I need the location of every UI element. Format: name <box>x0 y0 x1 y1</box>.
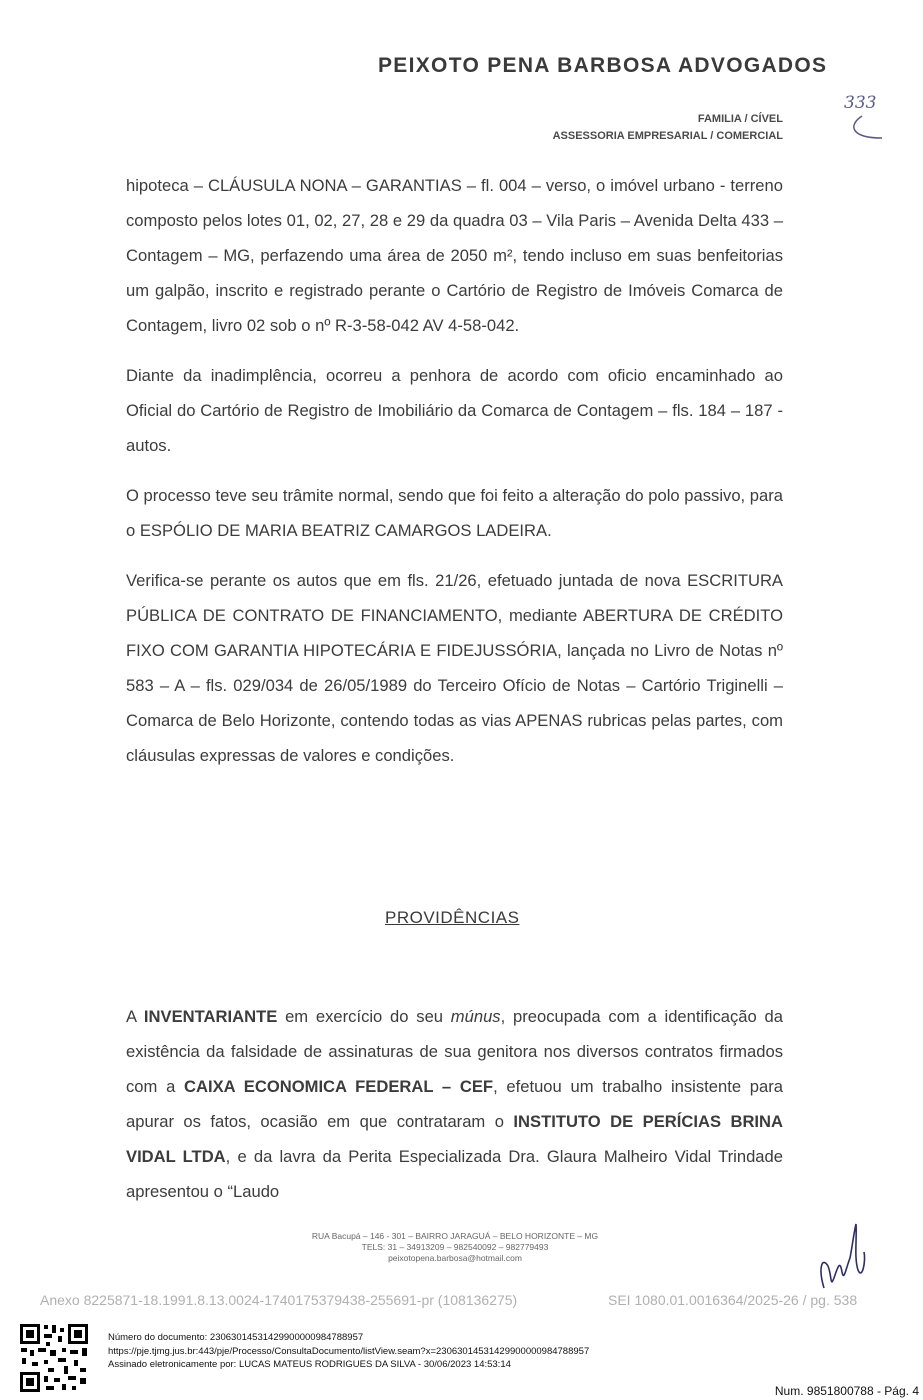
practice-area-family: FAMILIA / CÍVEL <box>697 113 783 125</box>
footer-address: RUA Bacupá – 146 - 301 – BAIRRO JARAGUÁ – BELO HORIZONTE – MG <box>311 1231 599 1241</box>
practice-area-business: ASSESSORIA EMPRESARIAL / COMERCIAL <box>552 130 783 142</box>
footer-address-block <box>290 1231 620 1264</box>
inventariante-term: INVENTARIANTE <box>143 1007 278 1026</box>
anexo-stamp: Anexo 8225871-18.1991.8.13.0024-1740175379438-255691-pr (108136275) <box>40 1292 518 1308</box>
instituto-term: INSTITUTO DE PERÍCIAS BRINA VIDAL LTDA <box>126 1112 784 1166</box>
munus-term: múnus <box>450 1007 501 1026</box>
paragraph-processo: O processo teve seu trâmite normal, sendo que foi feito a alteração do polo passivo, para o ESPÓLIO DE MARIA BEATRIZ CAMARGOS LADEIRA. <box>126 486 783 540</box>
signed-by: Assinado eletronicamente por: LUCAS MATEUS RODRIGUES DA SILVA - 30/06/2023 14:53:14 <box>108 1359 511 1370</box>
handwritten-page-text: 333 <box>844 93 877 113</box>
practice-areas <box>553 111 783 145</box>
signature-metadata <box>108 1331 589 1372</box>
paragraph-hipoteca: hipoteca – CLÁUSULA NONA – GARANTIAS – fl. 004 – verso, o imóvel urbano - terreno composto pelos lotes 01, 02, 27, 28 e 29 da quadra 03 – Vila Paris – Avenida Delta 433 – Contagem – MG, perfazendo uma área de 2050 m², tendo incluso em suas benfeitorias um galpão, inscrito e registrado perante o Cartório de Registro de Imóveis Comarca de Contagem, livro 02 sob o nº R-3-58-042 AV 4-58-042. <box>126 176 783 335</box>
section-heading: PROVIDÊNCIAS <box>385 908 520 927</box>
handwritten-page-number <box>842 86 892 146</box>
body-upper <box>126 168 783 788</box>
handwritten-signature <box>810 1218 870 1298</box>
page-number: Num. 9851800788 - Pág. 4 <box>774 1384 919 1398</box>
paragraph-inventariante: A INVENTARIANTE em exercício do seu múnus, preocupada com a identificação da existência da falsidade de assinaturas de sua genitora nos diversos contratos firmados com a CAIXA ECONOMICA FEDERAL – CEF, efetuou um trabalho insistente para apurar os fatos, ocasião em que contrataram o INSTITUTO DE PERÍCIAS BRINA VIDAL LTDA, e da lavra da Perita Especializada Dra. Glaura Malheiro Vidal Trindade apresentou o “Laudo <box>126 1007 784 1201</box>
footer-email: peixotopena.barbosa@hotmail.com <box>388 1253 522 1263</box>
document-number: Número do documento: 23063014531429900000984788957 <box>108 1332 364 1343</box>
qr-code-icon <box>18 1322 90 1394</box>
cef-term: CAIXA ECONOMICA FEDERAL – CEF <box>184 1077 494 1096</box>
firm-name: PEIXOTO PENA BARBOSA ADVOGADOS <box>378 54 828 77</box>
body-lower <box>126 999 783 1224</box>
document-url[interactable]: https://pje.tjmg.jus.br:443/pje/Processo/ConsultaDocumento/listView.seam?x=23063014531429900000984788957 <box>108 1345 590 1357</box>
sei-stamp: SEI 1080.01.0016364/2025-26 / pg. 538 <box>608 1292 858 1308</box>
paragraph-inadimplencia: Diante da inadimplência, ocorreu a penhora de acordo com oficio encaminhado ao Oficial do Cartório de Registro de Imobiliário da Comarca de Contagem – fls. 184 – 187 - autos. <box>126 366 783 455</box>
footer-phones: TELS: 31 – 34913209 – 982540092 – 982779493 <box>361 1242 549 1252</box>
paragraph-escritura: Verifica-se perante os autos que em fls. 21/26, efetuado juntada de nova ESCRITURA PÚBLICA DE CONTRATO DE FINANCIAMENTO, mediante ABERTURA DE CRÉDITO FIXO COM GARANTIA HIPOTECÁRIA E FIDEJUSSÓRIA, lançada no Livro de Notas nº 583 – A – fls. 029/034 de 26/05/1989 do Terceiro Ofício de Notas – Cartório Triginelli – Comarca de Belo Horizonte, contendo todas as vias APENAS rubricas pelas partes, com cláusulas expressas de valores e condições. <box>126 571 783 765</box>
